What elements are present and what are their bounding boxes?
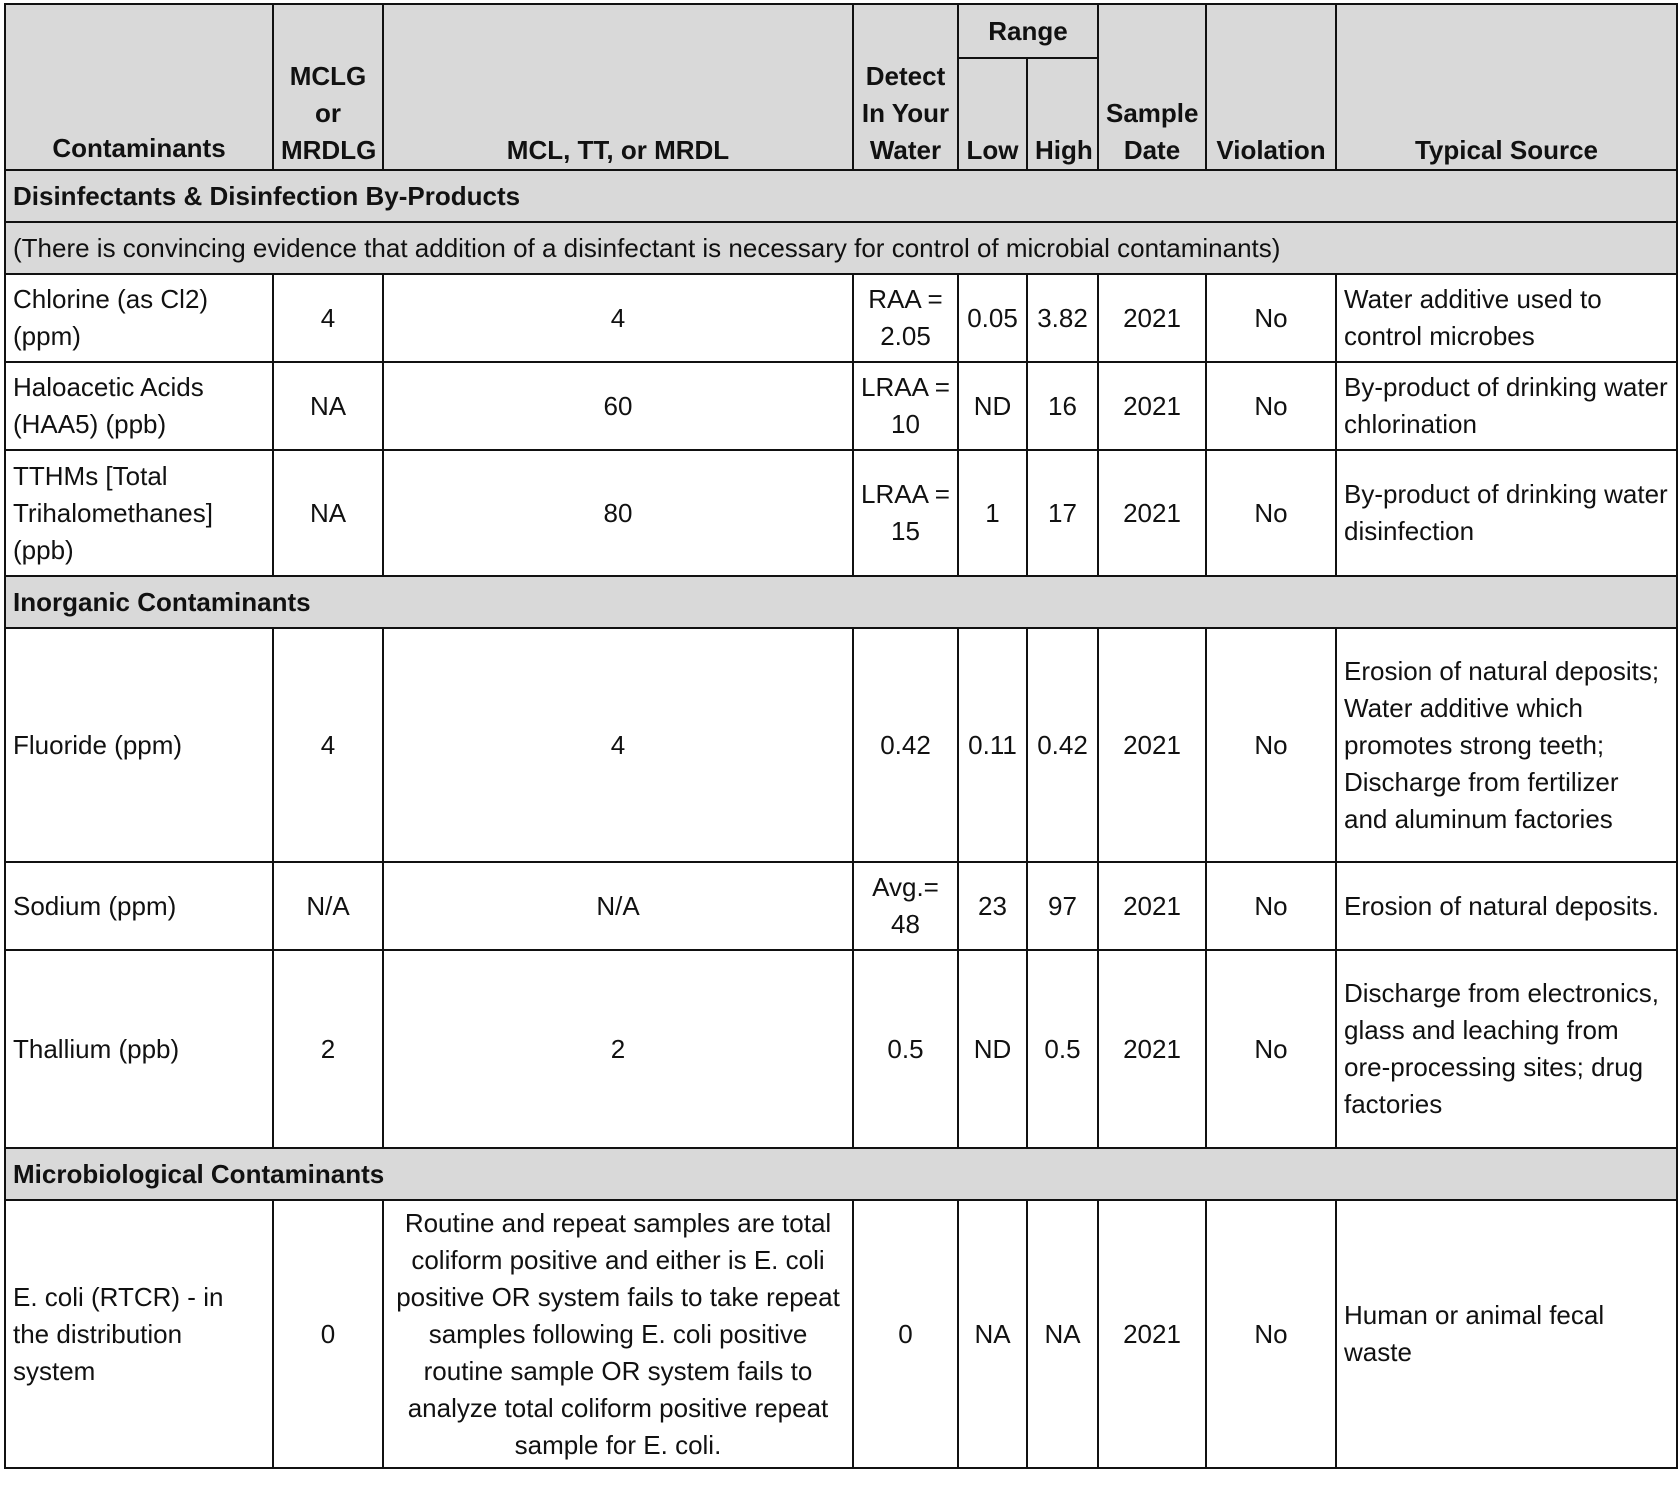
detect-cell: LRAA = 10 [853,362,958,450]
header-detect: Detect In Your Water [853,4,958,170]
violation-cell: No [1206,950,1336,1148]
mclg-cell: 4 [273,628,383,862]
table-row [5,450,1677,576]
date-cell: 2021 [1098,450,1206,576]
date-cell: 2021 [1098,628,1206,862]
table-row [5,362,1677,450]
mclg-cell: 0 [273,1200,383,1468]
violation-cell: No [1206,862,1336,950]
mcl-cell: 80 [383,450,853,576]
section-title: Disinfectants & Disinfection By-Products [5,170,1677,222]
violation-cell: No [1206,1200,1336,1468]
detect-cell: Avg.= 48 [853,862,958,950]
header-typical-source: Typical Source [1336,4,1677,170]
low-cell: NA [958,1200,1027,1468]
source-cell: Water additive used to control microbes [1336,274,1677,362]
section-title: Inorganic Contaminants [5,576,1677,628]
date-cell: 2021 [1098,1200,1206,1468]
header-mcl: MCL, TT, or MRDL [383,4,853,170]
source-cell: By-product of drinking water chlorination [1336,362,1677,450]
source-cell: Discharge from electronics, glass and leaching from ore-processing sites; drug factories [1336,950,1677,1148]
source-cell: Erosion of natural deposits. [1336,862,1677,950]
mcl-cell: Routine and repeat samples are total coliform positive and either is E. coli positive OR system fails to take repeat samples following E. coli positive routine sample OR system fails to analyze total coliform positive repeat sample for E. coli. [383,1200,853,1468]
mclg-cell: NA [273,362,383,450]
section-header-row [5,170,1677,222]
header-contaminants: Contaminants [5,4,273,170]
low-cell: ND [958,362,1027,450]
header-low: Low [958,58,1027,170]
section-note: (There is convincing evidence that addition of a disinfectant is necessary for control of microbial contaminants) [5,222,1677,274]
high-cell: 0.42 [1027,628,1098,862]
detect-cell: RAA = 2.05 [853,274,958,362]
low-cell: 1 [958,450,1027,576]
source-cell: Human or animal fecal waste [1336,1200,1677,1468]
section-note-row [5,222,1677,274]
header-sample-date: Sample Date [1098,4,1206,170]
contaminant-cell: Thallium (ppb) [5,950,273,1148]
table-row [5,950,1677,1148]
violation-cell: No [1206,274,1336,362]
low-cell: ND [958,950,1027,1148]
detect-cell: LRAA = 15 [853,450,958,576]
mcl-cell: 4 [383,274,853,362]
violation-cell: No [1206,628,1336,862]
high-cell: NA [1027,1200,1098,1468]
violation-cell: No [1206,450,1336,576]
date-cell: 2021 [1098,862,1206,950]
contaminant-cell: Sodium (ppm) [5,862,273,950]
low-cell: 0.05 [958,274,1027,362]
header-violation: Violation [1206,4,1336,170]
date-cell: 2021 [1098,362,1206,450]
date-cell: 2021 [1098,950,1206,1148]
table-row [5,628,1677,862]
low-cell: 23 [958,862,1027,950]
contaminant-cell: E. coli (RTCR) - in the distribution system [5,1200,273,1468]
table-row [5,274,1677,362]
mclg-cell: NA [273,450,383,576]
water-quality-table [4,3,1678,1469]
mclg-cell: 4 [273,274,383,362]
mcl-cell: 4 [383,628,853,862]
detect-cell: 0.5 [853,950,958,1148]
detect-cell: 0.42 [853,628,958,862]
low-cell: 0.11 [958,628,1027,862]
contaminant-cell: Chlorine (as Cl2) (ppm) [5,274,273,362]
mclg-cell: 2 [273,950,383,1148]
mcl-cell: N/A [383,862,853,950]
high-cell: 16 [1027,362,1098,450]
header-high: High [1027,58,1098,170]
section-title: Microbiological Contaminants [5,1148,1677,1200]
mclg-cell: N/A [273,862,383,950]
contaminant-cell: Haloacetic Acids (HAA5) (ppb) [5,362,273,450]
high-cell: 97 [1027,862,1098,950]
table-row [5,1200,1677,1468]
high-cell: 3.82 [1027,274,1098,362]
mcl-cell: 60 [383,362,853,450]
header-mclg: MCLG or MRDLG [273,4,383,170]
contaminant-cell: Fluoride (ppm) [5,628,273,862]
source-cell: By-product of drinking water disinfection [1336,450,1677,576]
table-row [5,862,1677,950]
high-cell: 17 [1027,450,1098,576]
header-range: Range [958,4,1098,58]
source-cell: Erosion of natural deposits; Water additive which promotes strong teeth; Discharge from fertilizer and aluminum factories [1336,628,1677,862]
mcl-cell: 2 [383,950,853,1148]
date-cell: 2021 [1098,274,1206,362]
section-header-row [5,1148,1677,1200]
violation-cell: No [1206,362,1336,450]
detect-cell: 0 [853,1200,958,1468]
contaminant-cell: TTHMs [Total Trihalomethanes] (ppb) [5,450,273,576]
section-header-row [5,576,1677,628]
high-cell: 0.5 [1027,950,1098,1148]
